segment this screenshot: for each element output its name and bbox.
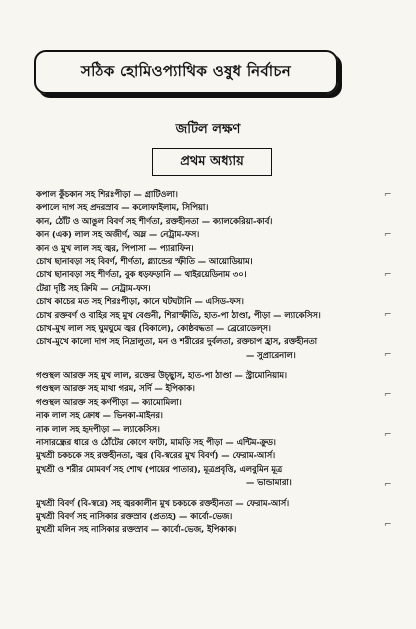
entry-line: চোখ ছানাবড়া সহ বিবর্ণ, শীর্ণতা, গ্ল্যান্ডের স্ফীতি — আয়োডিয়াম। (36, 255, 253, 266)
entry-line: চোখ-মুখে কালো দাগ সহ নিদ্রালুতা, মন ও শরীরের দুর্বলতা, রক্তচাপ হ্রাস, রক্তহীনতা (36, 336, 318, 347)
entry-line: নাক লাল সহ হৃদপীড়া — ল্যাকেসিস। (36, 423, 160, 434)
entry-line: গণ্ডস্থল আরক্ত সহ মাথা গরম, সর্দি — ইপিকাক। (36, 383, 195, 394)
entry-line: চোখ-মুখ লাল সহ ঘুমঘুমে জ্বর (বিকালে), কোষ্ঠবদ্ধতা — ব্রেরোডেল্স। (36, 322, 271, 333)
entry-line: চোখ কাচের মত সহ শিরঃপীড়া, কানে ঘটঘটানি — এসিড-ফস। (36, 296, 244, 307)
margin-tick: ⌐ (384, 520, 392, 530)
margin-tick: ⌐ (384, 480, 392, 490)
margin-tick: ⌐ (384, 350, 392, 360)
page-title: সঠিক হোমিওপ্যাথিক ওষুধ নির্বাচন (80, 61, 292, 80)
entry-list (36, 188, 376, 537)
entry-line: মুখশ্রী ও শরীর মোমবর্ণ সহ শোথ (পায়ের পাতার), মূত্রপ্রবৃত্তি, এলবুমিন মূত্র (36, 463, 283, 474)
chapter-heading-box (152, 148, 272, 176)
entry-line: মুখশ্রী বিবর্ণ (বি-স্বরে) সহ জ্বরকালীন মুখ চকচকে রক্তহীনতা — ফেরাম-আর্স। (36, 497, 290, 508)
entry-line: কান ও মুখ লাল সহ জ্বর, পিপাসা — প্যারাফিন। (36, 242, 194, 253)
entry-line: মুখশ্রী বিবর্ণ সহ নাসিকার রক্তস্রাব (প্রত্যহ) — কার্বো-ভেজ। (36, 510, 233, 521)
section-subtitle: জটিল লক্ষণ (175, 122, 241, 137)
entry-line-continuation: — ভান্ডামারা। (246, 477, 292, 488)
chapter-heading: প্রথম অধ্যায় (180, 153, 244, 169)
entry-line: কান, ঠোঁট ও আঙুল বিবর্ণ সহ শীর্ণতা, রক্তহীনতা — ক্যালকেরিয়া-কার্ব। (36, 215, 273, 226)
entry-line-continuation: — সুপ্রারেনাল। (246, 349, 296, 360)
page-title-box (34, 50, 338, 94)
entry-line: চোখ রক্তবর্ণ ও বাহির সহ মুখ বেগুনী, শিরাস্ফীতি, হাত-পা ঠাণ্ডা, পীড়া — ল্যাকেসিস। (36, 309, 321, 320)
entry-line: টেরা দৃষ্টি সহ ক্রিমি — নেট্রাম-ফস। (36, 282, 151, 293)
entry-line: গণ্ডস্থল আরক্ত সহ মুখ লাল, রক্তের উচ্ছ্বাস, হাত-পা ঠাণ্ডা — স্ট্রামোনিয়াম। (36, 370, 287, 381)
entry-line: নাক লাল সহ ক্রোধ — ভিনকা-মাইনর। (36, 410, 163, 421)
margin-tick: ⌐ (384, 390, 392, 400)
margin-tick: ⌐ (384, 310, 392, 320)
entry-line: কপালে দাগ সহ প্রদরস্রাব — কলোফাইলাম, সিপিয়া। (36, 202, 209, 213)
entry-line: মুখশ্রী চকচকে সহ রক্তহীনতা, জ্বর (বি-স্বরের মুখ বিবর্ণ) — ফেরাম-আর্স। (36, 450, 276, 461)
margin-tick: ⌐ (384, 270, 392, 280)
entry-line: চোখ ছানাবড়া সহ শীর্ণতা, বুক ধড়ফড়ানি — থাইরয়েডিনাম ৩০। (36, 269, 247, 280)
entry-line: কপাল কুঁচকান সহ শিরঃপীড়া — গ্রাটিওলা। (36, 189, 178, 199)
margin-tick: ⌐ (384, 190, 392, 200)
margin-tick: ⌐ (384, 230, 392, 240)
margin-tick: ⌐ (384, 430, 392, 440)
entry-line: কান (এক) লাল সহ অজীর্ণ, অম্ল — নেট্রাম-ফস। (36, 229, 200, 240)
entry-line: গণ্ডস্থল আরক্ত সহ কর্ণপীড়া — ক্যামোমিলা। (36, 396, 182, 407)
entry-line: নাসারন্ধ্রের ধারে ও ঠোঁটের কোণে ফাটা, মামড়ি সহ পীড়া — এন্টিম-ক্রুড। (36, 437, 276, 448)
entry-line: মুখশ্রী মলিন সহ নাসিকার রক্তস্রাব — কার্বো-ভেজ, ইপিকাক। (36, 524, 237, 535)
